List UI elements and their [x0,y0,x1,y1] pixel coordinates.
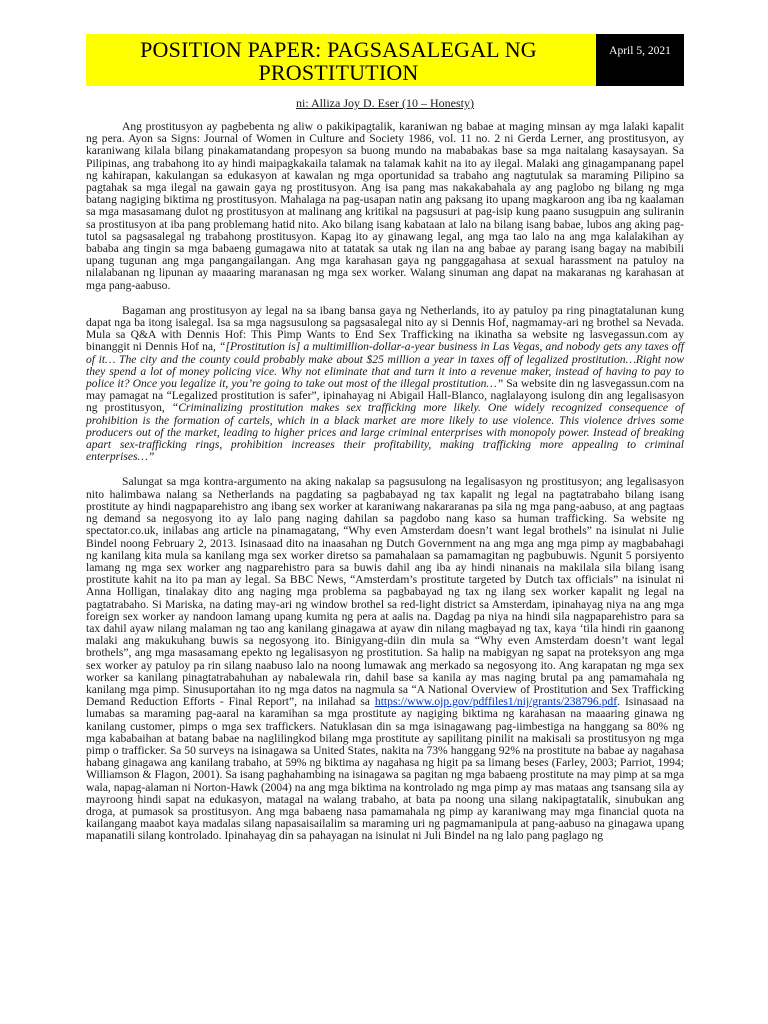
paragraph-text: Bagaman ang prostitusyon ay legal na sa ibang bansa gaya ng Netherlands, ito ay patuloy pa ring pinagtatalunan kung dapat nga ba itong isalegal. Isa sa mga nagsusulong sa pagsasalegal nito ay si Dennis Hof, nagmamay-ari ng brothel sa Nevada. Mula sa Q&A with Dennis Hof: This Pimp Wants to End Sex Trafficking na ikinatha sa website ng lasvegassun.com ay binanggit ni Dennis Hof na, [86,303,684,354]
quote-dennis-hof: “[Prostitution is] a multimillion-dollar-a-year business in Las Vegas, and nobody gets any taxes off of it… The city and the county could probably make about $25 million a year in taxes off of legalized prostitution…Right now they spend a lot of money policing vice. Why not eliminate that and turn it into a revenue maker, instead of having to pay to police it? Once you legalize it, you’re going to take out most of the illegal prostitution…” [86,340,685,391]
date-label: April 5, 2021 [609,45,671,57]
paragraph-text: Salungat sa mga kontra-argumento na aking nakalap sa pagsusulong na legalisasyon ng prostitusyon; ang legalisasyon nito halimbawa nalang sa Netherlands na pagdating sa pagbabayad ng tax kapalit ng legal na pagtatrabaho bilang isang prostitute ay hindi nagpaparehistro ang ibang sex worker at karaniwang nakararanas pa sila ng mga pang-aabuso, at ang pagtaas ng demand sa negosyong ito ay lalo pang naging dahilan sa pagdobo nang kaso sa human trafficking. Sa website ng spectator.co.uk, inilabas ang article na pinamagatang, “Why even Amsterdam doesn’t want legal brothels” na isinulat ni Julie Bindel noong February 2, 2013. Isinasaad dito na inaasahan ng Dutch Government na ang mga ang mga pimp ay magbabahagi ng kanilang kita mula sa kanilang mga sex worker diretso sa pamahalaan sa pamamagitan ng pagbubuwis. Ngunit 5 porsiyento lamang ng mga sex worker ang nagparehistro para sa buwis dahil ang iba ay hindi ninanais na makilala sila bilang isang prostitute kahit na ito pa man ay legal. Sa BBC News, “Amsterdam’s prostitute targeted by Dutch tax officials” na isinulat ni Anna Holligan, tinalakay dito ang naging mga problema sa pagbabayad ng tax ng ilang sex worker kapalit ng legal na pagtatrabaho. Si Mariska, na dating may-ari ng window brothel sa red-light district sa Amsterdam, ipinahayag niya na ang mga foreign sex worker ay nandoon lamang upang kumita ng pera at aalis na. Dagdag pa niya na hindi sila nagpaparehistro para sa tax dahil ayaw nilang malaman ng tao ang kanilang ginagawa at ayaw din nilang magbayad ng tax, kaya ‘tila hindi rin gaanong malaki ang makukuhang buwis sa negosyong ito. Binigyang-diin din mula sa “Why even Amsterdam doesn’t want legal brothels”, ang mga masasamang epekto ng legalisasyon ng prostitution. Sa halip na mabigyan ng sapat na proteksyon ang mga sex worker ay patuloy pa rin silang naabuso lalo na noong lumawak ang merkado sa negosyong ito. Ang karapatan ng mga sex worker sa kanilang pinagtatrabahuhan ay nabalewala rin, dahil base sa kanila ay mas naging brutal pa ang pamamahala ng kanilang mga pimp. Sinusuportahan ito ng mga datos na nagmula sa “A National Overview of Prostitution and Sex Trafficking Demand Reduction Efforts - Final Report”, na inilahad sa [86,475,684,709]
paragraph-intro: Ang prostitusyon ay pagbebenta ng aliw o pakikipagtalik, karaniwan ng babae at maging minsan ay mga lalaki kapalit ng pera. Ayon sa Signs: Journal of Women in Culture and Society 1986, vol. 11 no. 2 ni Gerda Lerner, ang prostitusyon, ay karaniwang kilala bilang pinakamatandang propesyon sa buong mundo na mababakas base sa mga naitalang kasaysayan. Sa Pilipinas, ang trabahong ito ay hindi maipagkakaila talamak na talamak kahit na ito ay ilegal. Malaki ang ginagampanang papel ng kahirapan, kakulangan sa edukasyon at kawalan ng mga oportunidad sa trabaho ang nagtutulak sa maraming Pilipino sa pagtahak sa mga ilegal na gawain gaya ng prostitusyon. Ang isa pang mas nakakabahala ay ang paglobo ng bilang ng mga batang nagiging biktima ng prostitusyon. Mahalaga na pag-usapan natin ang paksang ito upang magkaroon ang iba ng kaalaman sa mga masasamang dulot ng prostitusyon at malinang ang kritikal na pagsusuri at pag-isip kung paano susugpuin ang suliranin sa prostitusyon at iba pang problemang hatid nito. Ako bilang isang kabataan at lalo na bilang isang babae, lubos ang aking pag-tutol sa pagsasalegal ng trabahong prostitusyon. Kapag ito ay ginawang legal, ang mga tao lalo na ang mga kalalakihan ay bababa ang tingin sa mga babaeng gumagawa nito at tatatak sa utak ng ilan na ang babae ay parang isang bagay na mabibili upang tugunan ang mga pangangailangan. Ang mga karahasan gaya ng panggagahasa at sexual harassment na patuloy na nilalabanan ng lipunan ay maaaring maranasan ng mga sex worker. Walang sinuman ang dapat na makaranas ng karahasan at mga pang-aabuso. [86,120,684,292]
paragraph-text: . Isinasaad na lumabas sa maraming pag-aaral na karamihan sa mga prostitute ay nagiging biktima ng karahasan na maaaring ginawa ng kanilang customer, pimps o mga sex traffickers. Natuklasan din sa mga isinagawang pag-iimbestiga na hanggang sa 80% ng mga kababaihan at batang babae na naglilingkod bilang mga prostitute ay sapilitang pinilit na makisali sa prostitusyon ng mga pimp o trafficker. Sa 50 surveys na isinagawa sa United States, nakita na 73% hanggang 92% na prostitute na babae ay nagahasa habang ginagawa ang kanilang trabaho, at 59% ng biktima ay nagahasa ng higit pa sa limang beses (Farley, 2003; Parriot, 1994; Williamson & Flagon, 2001). Sa isang paghahambing na isinagawa sa pagitan ng mga babaeng prostitute na may pimp at sa mga wala, napag-alaman ni Norton-Hawk (2004) na ang mga biktima na kontrolado ng mga pimp ay mas mataas ang tsansang sila ay mayroong hindi sapat na edukasyon, matagal na walang trabaho, at bata pa noong una silang nakipagtatalik, sinubukan ang droga, at pumasok sa prostitusyon. Ang mga babaeng nasa pamamahala ng pimp ay karaniwang may mga financial quota na kailangang maabot kaya madalas silang napasaisailalim sa maraming uri ng pagmamanipula at pang-aabuso na ginagawa upang mapanatili silang kontrolado. Ipinahayag din sa pahayagan na isinulat ni Juli Bindel na ng lalo pang paglago ng [86,695,684,843]
document-body [86,121,684,856]
paragraph-text: Sa website din ng lasvegassun.com na may pamagat na “Legalized prostitution is safer”, ipinahayag ni Abigail Hall-Blanco, naglalayong isulong din ang legalisasyon ng prostitusyon, [86,377,684,415]
paragraph-arguments [86,305,684,464]
paragraph-counter [86,476,684,842]
report-link[interactable]: https://www.ojp.gov/pdffiles1/nij/grants/238796.pdf [374,695,618,709]
quote-hall-blanco: “Criminalizing prostitution makes sex trafficking more likely. One widely recognized consequence of prohibition is the formation of cartels, which in a black market are more likely to use violence. This violence drives some producers out of the market, leading to higher prices and large criminal enterprises with monopoly power. Instead of breaking apart sex-trafficking rings, prohibition increases their profitability, making trafficking more appealing to criminal enterprises…” [86,401,684,464]
author-line: ni: Alliza Joy D. Eser (10 – Honesty) [296,96,474,110]
date-box [596,34,684,86]
page-title: POSITION PAPER: PAGSASALEGAL NG PROSTITUTION [140,37,537,85]
